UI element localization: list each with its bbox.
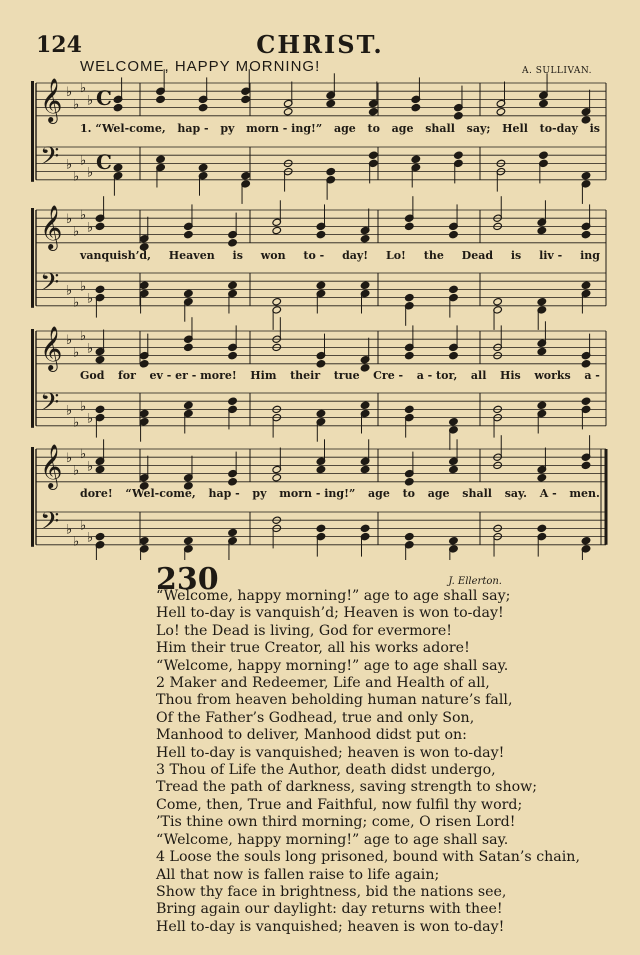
note-head (581, 461, 591, 469)
system-bracket (31, 329, 34, 428)
note-head (368, 151, 378, 159)
note-head (326, 167, 336, 175)
note-head (404, 222, 414, 230)
stanza-line: “Welcome, happy morning!” age to age shall say. (156, 831, 509, 848)
note-head (539, 99, 549, 107)
lyric-syllable: say; (466, 122, 491, 135)
note-head (581, 360, 591, 368)
note-head (241, 95, 251, 103)
note-head (581, 172, 591, 180)
note-head (139, 360, 149, 368)
stanza-line: All that now is fallen raise to life again; (156, 866, 440, 883)
note-head (184, 537, 194, 545)
lyric-syllable: to-day (539, 122, 578, 135)
note-head (139, 537, 149, 545)
flat-sign: ♭ (66, 333, 73, 349)
note-head (95, 222, 105, 230)
bass-clef: 𝄢 (40, 142, 60, 177)
note-head (184, 230, 194, 238)
lyric-syllable: Dead (461, 249, 494, 262)
note-head (581, 397, 591, 405)
note-head (156, 155, 166, 163)
note-head (228, 281, 238, 289)
lyric-row (80, 249, 600, 262)
note-head (95, 356, 105, 364)
note-head (581, 230, 591, 238)
note-head (113, 103, 123, 111)
flat-sign: ♭ (66, 451, 73, 467)
note-head (537, 524, 547, 532)
note-head (404, 478, 414, 486)
stanza-line: Manhood to deliver, Manhood didst put on: (156, 727, 467, 744)
lyric-syllable: is (232, 249, 243, 262)
lyric-syllable: 1. “Wel-come, (80, 122, 166, 135)
flat-sign: ♭ (66, 522, 73, 538)
lyric-syllable: ing (580, 249, 600, 262)
note-head (493, 298, 503, 306)
lyric-syllable: age (368, 487, 390, 500)
note-head (139, 409, 149, 417)
lyric-syllable: won (260, 249, 286, 262)
system-bracket (31, 447, 34, 547)
lyric-syllable: age (391, 122, 414, 135)
note-head (184, 401, 194, 409)
stanza-line: “Welcome, happy morning!” age to age shall say; (156, 588, 511, 604)
stanza-line: 3 Thou of Life the Author, death didst undergo, (156, 762, 496, 779)
note-head (228, 528, 238, 536)
flat-sign: ♭ (66, 403, 73, 419)
note-head (360, 281, 370, 289)
lyric-syllable: their (290, 369, 321, 382)
lyric-syllable: God (80, 369, 105, 382)
note-head (454, 151, 464, 159)
note-head (228, 239, 238, 247)
lyric-syllable: His (499, 369, 521, 382)
flat-sign: ♭ (73, 415, 80, 431)
flat-sign: ♭ (66, 212, 73, 228)
flat-sign: ♭ (80, 399, 87, 415)
lyric-row (80, 369, 600, 382)
lyric-syllable: A - (539, 487, 557, 500)
bass-clef: 𝄢 (40, 388, 60, 423)
flat-sign: ♭ (73, 295, 80, 311)
system-bracket (31, 208, 34, 308)
stanza-line: Come, then, True and Faithful, now fulfil thy word; (156, 796, 523, 813)
note-head (316, 409, 326, 417)
flat-sign: ♭ (87, 341, 94, 357)
page-number: 124 (36, 32, 82, 58)
note-head (537, 298, 547, 306)
lyric-syllable: hap - (208, 487, 240, 500)
lyric-syllable: shall (425, 122, 455, 135)
lyric-syllable: py (252, 487, 267, 500)
lyric-syllable: Him (250, 369, 277, 382)
treble-clef: 𝄞 (40, 205, 63, 249)
time-signature: C (96, 86, 112, 110)
lyric-syllable: morn - ing!” (246, 122, 323, 135)
flat-sign: ♭ (73, 463, 80, 479)
text-author: J. Ellerton. (448, 576, 502, 587)
flat-sign: ♭ (66, 157, 73, 173)
stanza-line: ’Tis thine own third morning; come, O risen Lord! (156, 814, 516, 831)
note-head (95, 532, 105, 540)
note-head (198, 163, 208, 171)
lyric-syllable: morn - ing!” (279, 487, 356, 500)
lyric-syllable: “Wel-come, (125, 487, 196, 500)
lyric-syllable: Heaven (168, 249, 215, 262)
stanza-line: 2 Maker and Redeemer, Life and Health of all, (156, 675, 490, 692)
note-head (326, 99, 336, 107)
note-head (404, 293, 414, 301)
hymn-title: WELCOME, HAPPY MORNING! (80, 58, 321, 75)
stanza-line: Bring again our daylight: day returns with thee! (156, 901, 503, 918)
stanza-line: Him their true Creator, all his works adore! (156, 640, 470, 657)
stanza-line: Lo! the Dead is living, God for evermore! (156, 622, 452, 639)
flat-sign: ♭ (73, 345, 80, 361)
lyric-syllable: py (220, 122, 235, 135)
note-head (360, 524, 370, 532)
note-head (360, 465, 370, 473)
note-head (316, 281, 326, 289)
flat-sign: ♭ (80, 81, 87, 97)
note-head (241, 172, 251, 180)
hymn-text (156, 588, 596, 936)
flat-sign: ♭ (80, 153, 87, 169)
stanza-line: Hell to-day is vanquish’d; Heaven is won to-day! (156, 605, 504, 622)
note-head (228, 397, 238, 405)
lyric-syllable: age (427, 487, 450, 500)
note-head (449, 537, 459, 545)
note-head (454, 112, 464, 120)
lyric-syllable: the (423, 249, 444, 262)
bass-clef: 𝄢 (40, 507, 60, 542)
bass-clef: 𝄢 (40, 268, 60, 303)
hymn-number: 230 (156, 562, 219, 597)
flat-sign: ♭ (80, 208, 87, 224)
note-head (404, 351, 414, 359)
lyric-syllable: is (510, 249, 522, 262)
treble-clef: 𝄞 (40, 78, 63, 122)
flat-sign: ♭ (73, 97, 80, 113)
note-head (272, 298, 282, 306)
flat-sign: ♭ (66, 85, 73, 101)
flat-sign: ♭ (73, 169, 80, 185)
lyric-row (80, 122, 600, 135)
note-head (228, 351, 238, 359)
lyric-syllable: hap - (177, 122, 209, 135)
note-head (198, 103, 208, 111)
lyric-syllable: day! (342, 249, 369, 262)
note-head (404, 532, 414, 540)
note-head (404, 405, 414, 413)
stanza-line: Hell to-day is vanquished; heaven is won to-day! (156, 918, 505, 935)
note-head (411, 103, 421, 111)
lyric-syllable: for (118, 369, 136, 382)
flat-sign: ♭ (87, 411, 94, 427)
stanza-line: Show thy face in brightness, bid the nations see, (156, 883, 507, 900)
flat-sign: ♭ (80, 518, 87, 534)
page-header: CHRIST. (256, 30, 384, 59)
note-head (368, 108, 378, 116)
note-head (316, 524, 326, 532)
treble-clef: 𝄞 (40, 444, 63, 488)
note-head (95, 465, 105, 473)
note-head (537, 226, 547, 234)
lyric-syllable: Hell (502, 122, 528, 135)
note-head (581, 537, 591, 545)
note-head (449, 230, 459, 238)
note-head (537, 347, 547, 355)
lyric-syllable: ev - er - more! (149, 369, 237, 382)
stanza-line: Hell to-day is vanquished; heaven is won to-day! (156, 744, 505, 761)
stanza-line: Thou from heaven beholding human nature’s fall, (156, 692, 513, 709)
flat-sign: ♭ (87, 291, 94, 307)
lyric-syllable: men. (569, 487, 600, 500)
note-head (496, 108, 506, 116)
note-head (283, 108, 293, 116)
flat-sign: ♭ (80, 447, 87, 463)
lyric-syllable: is (589, 122, 600, 135)
stanza-line: “Welcome, happy morning!” age to age shall say. (156, 657, 509, 674)
flat-sign: ♭ (87, 459, 94, 475)
note-head (449, 465, 459, 473)
flat-sign: ♭ (87, 93, 94, 109)
note-head (449, 285, 459, 293)
stanza-line: Tread the path of darkness, saving strength to show; (156, 779, 538, 796)
lyric-syllable: all (470, 369, 487, 382)
note-head (228, 478, 238, 486)
lyric-syllable: say. (504, 487, 527, 500)
flat-sign: ♭ (73, 224, 80, 240)
lyric-syllable: to (367, 122, 380, 135)
lyric-syllable: to (402, 487, 415, 500)
treble-clef: 𝄞 (40, 326, 63, 370)
note-head (449, 418, 459, 426)
note-head (537, 401, 547, 409)
note-head (360, 235, 370, 243)
flat-sign: ♭ (80, 279, 87, 295)
note-head (156, 95, 166, 103)
note-head (411, 155, 421, 163)
flat-sign: ♭ (87, 165, 94, 181)
note-head (272, 226, 282, 234)
lyric-syllable: shall (462, 487, 492, 500)
note-head (316, 360, 326, 368)
lyric-syllable: liv - (539, 249, 563, 262)
note-head (95, 405, 105, 413)
note-head (184, 289, 194, 297)
flat-sign: ♭ (66, 283, 73, 299)
lyric-syllable: to - (303, 249, 325, 262)
note-head (360, 401, 370, 409)
lyric-syllable: a - tor, (416, 369, 458, 382)
note-head (449, 351, 459, 359)
stanza-line: 4 Loose the souls long prisoned, bound with Satan’s chain, (156, 849, 580, 866)
system-bracket (31, 81, 34, 182)
note-head (581, 281, 591, 289)
note-head (184, 343, 194, 351)
lyric-syllable: works (534, 369, 571, 382)
lyric-syllable: a - (584, 369, 600, 382)
note-head (316, 230, 326, 238)
note-head (316, 465, 326, 473)
lyric-syllable: Cre - (373, 369, 404, 382)
flat-sign: ♭ (87, 530, 94, 546)
lyric-syllable: true (333, 369, 360, 382)
lyric-syllable: Lo! (385, 249, 406, 262)
note-head (272, 474, 282, 482)
lyric-syllable: dore! (80, 487, 113, 500)
note-head (139, 281, 149, 289)
lyric-syllable: vanquish’d, (80, 249, 151, 262)
time-signature: C (96, 150, 112, 174)
note-head (113, 163, 123, 171)
flat-sign: ♭ (87, 220, 94, 236)
note-head (539, 151, 549, 159)
composer-credit: A. SULLIVAN. (521, 66, 592, 76)
flat-sign: ♭ (80, 329, 87, 345)
lyric-syllable: age (333, 122, 356, 135)
lyric-row (80, 487, 600, 500)
note-head (95, 285, 105, 293)
stanza-line: Of the Father’s Godhead, true and only Son, (156, 709, 475, 726)
flat-sign: ♭ (73, 534, 80, 550)
note-head (537, 474, 547, 482)
